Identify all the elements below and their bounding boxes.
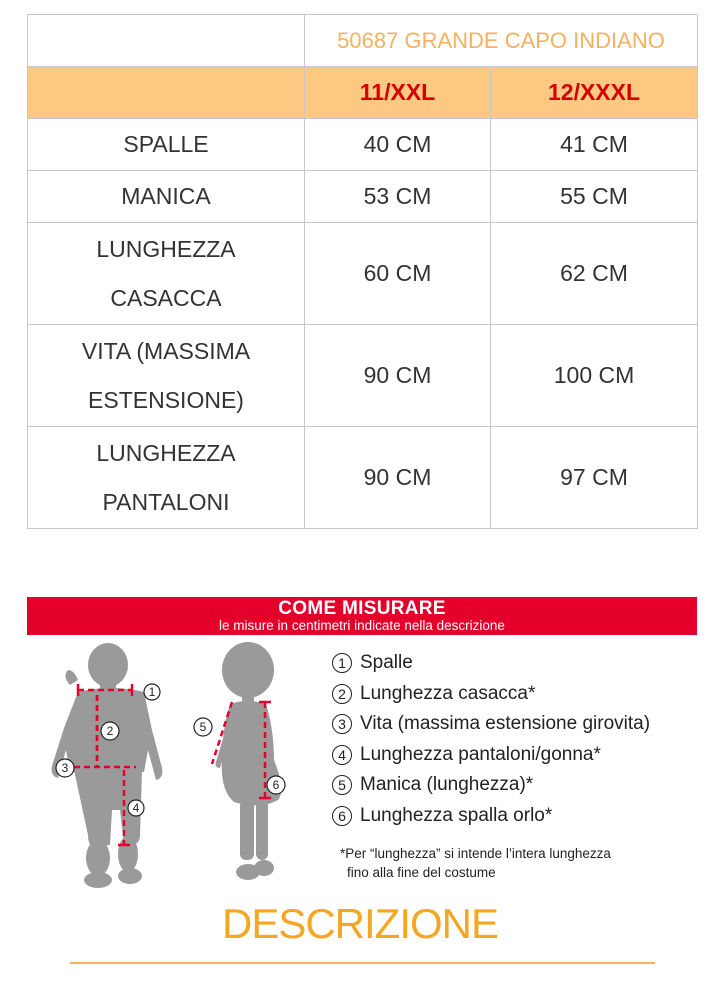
size-header-xxl: 11/XXL (305, 67, 491, 119)
legend-item (332, 709, 712, 740)
number-circle-icon: 6 (332, 806, 352, 826)
value-cell: 40 CM (305, 119, 491, 171)
legend-text: Spalle (360, 652, 413, 674)
empty-size-cell (28, 67, 305, 119)
legend-item (332, 648, 712, 679)
child-side-figure (190, 640, 300, 895)
section-divider (70, 962, 655, 964)
number-circle-icon: 2 (332, 684, 352, 704)
marker-4: 4 (132, 801, 140, 815)
row-label: LUNGHEZZA PANTALONI (28, 427, 305, 529)
footnote: *Per “lunghezza” si intende l’intera lunghezza fino alla fine del costume (340, 846, 611, 880)
child-front-figure (40, 640, 190, 895)
section-title: DESCRIZIONE (221, 900, 499, 947)
legend-text: Lunghezza pantaloni/gonna* (360, 743, 601, 765)
legend-item (332, 770, 712, 801)
value-cell: 97 CM (491, 427, 698, 529)
legend-text: Lunghezza spalla orlo* (360, 804, 553, 826)
number-circle-icon: 3 (332, 714, 352, 734)
value-cell: 53 CM (305, 171, 491, 223)
number-circle-icon: 4 (332, 745, 352, 765)
marker-6: 6 (272, 778, 280, 792)
legend-item (332, 801, 712, 832)
number-circle-icon: 5 (332, 775, 352, 795)
marker-5: 5 (199, 720, 207, 734)
value-cell: 60 CM (305, 223, 491, 325)
how-to-measure-banner (27, 597, 697, 635)
value-cell: 41 CM (491, 119, 698, 171)
product-title: 50687 GRANDE CAPO INDIANO (305, 15, 698, 67)
marker-1: 1 (148, 685, 156, 699)
size-table (27, 14, 698, 529)
table-row (28, 223, 698, 325)
legend-item (332, 679, 712, 710)
table-row (28, 325, 698, 427)
legend-text: Lunghezza casacca* (360, 682, 536, 704)
value-cell: 90 CM (305, 325, 491, 427)
row-label: LUNGHEZZA CASACCA (28, 223, 305, 325)
measure-legend (332, 648, 712, 831)
legend-text: Manica (lunghezza)* (360, 774, 534, 796)
table-row (28, 427, 698, 529)
row-label: VITA (MASSIMA ESTENSIONE) (28, 325, 305, 427)
legend-text: Vita (massima estensione girovita) (360, 713, 651, 735)
value-cell: 100 CM (491, 325, 698, 427)
empty-header-cell (28, 15, 305, 67)
size-header-xxxl: 12/XXXL (491, 67, 698, 119)
legend-item (332, 740, 712, 771)
number-circle-icon: 1 (332, 653, 352, 673)
banner-subtitle: le misure in centimetri indicate nella descrizione (219, 618, 505, 633)
banner-title: COME MISURARE (278, 598, 446, 619)
row-label: SPALLE (28, 119, 305, 171)
table-row (28, 119, 698, 171)
marker-3: 3 (61, 761, 69, 775)
marker-2: 2 (106, 724, 114, 738)
value-cell: 55 CM (491, 171, 698, 223)
value-cell: 90 CM (305, 427, 491, 529)
row-label: MANICA (28, 171, 305, 223)
value-cell: 62 CM (491, 223, 698, 325)
table-row (28, 171, 698, 223)
